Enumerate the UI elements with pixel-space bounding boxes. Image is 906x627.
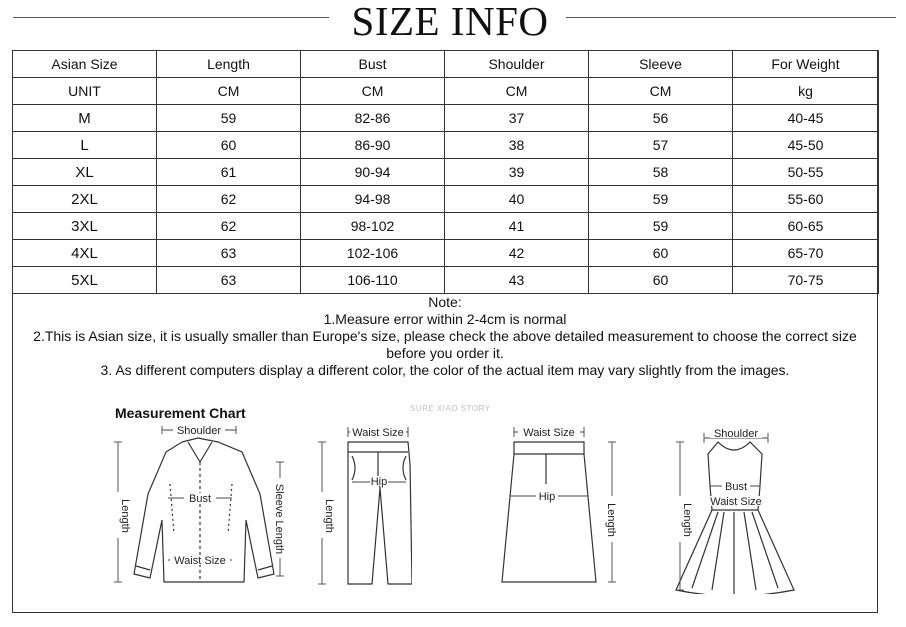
table-row <box>13 132 879 159</box>
pants-diagram <box>312 424 412 594</box>
table-cell: 40-45 <box>733 105 879 132</box>
table-cell: 60 <box>589 240 733 267</box>
shirt-illustration <box>110 424 290 594</box>
table-cell: 55-60 <box>733 186 879 213</box>
dress-length-label: Length <box>681 503 693 537</box>
table-cell: 82-86 <box>301 105 445 132</box>
pants-hip-label: Hip <box>370 476 388 488</box>
note-line-2b: before you order it. <box>386 345 504 361</box>
table-row <box>13 186 879 213</box>
note-heading: Note: <box>428 294 462 310</box>
skirt-illustration <box>500 424 640 594</box>
header-cell: For Weight <box>733 51 879 78</box>
skirt-diagram <box>500 424 640 594</box>
unit-cell: CM <box>445 78 589 105</box>
table-cell: 70-75 <box>733 267 879 294</box>
dress-bust-label: Bust <box>724 481 748 493</box>
size-cell: 2XL <box>13 186 157 213</box>
table-cell: 37 <box>445 105 589 132</box>
note-line-1: 1.Measure error within 2-4cm is normal <box>323 311 567 327</box>
size-cell: 4XL <box>13 240 157 267</box>
table-header-row <box>13 51 879 78</box>
table-cell: 59 <box>589 186 733 213</box>
table-cell: 94-98 <box>301 186 445 213</box>
note-line-3: 3. As different computers display a different color, the color of the actual item may vary slightly from the images. <box>100 362 790 378</box>
pants-illustration <box>312 424 412 594</box>
dress-illustration <box>666 424 800 594</box>
table-cell: 102-106 <box>301 240 445 267</box>
table-row <box>13 267 879 294</box>
table-cell: 106-110 <box>301 267 445 294</box>
header-cell: Shoulder <box>445 51 589 78</box>
page-title: SIZE INFO <box>351 0 549 44</box>
table-row <box>13 213 879 240</box>
header-cell: Asian Size <box>13 51 157 78</box>
table-cell: 43 <box>445 267 589 294</box>
size-cell: 5XL <box>13 267 157 294</box>
table-cell: 42 <box>445 240 589 267</box>
table-cell: 61 <box>157 159 301 186</box>
unit-cell: UNIT <box>13 78 157 105</box>
measurement-chart-title: Measurement Chart <box>115 405 246 421</box>
unit-cell: CM <box>589 78 733 105</box>
pants-waist-label: Waist Size <box>352 427 404 439</box>
table-cell: 59 <box>157 105 301 132</box>
table-cell: 38 <box>445 132 589 159</box>
table-cell: 65-70 <box>733 240 879 267</box>
table-cell: 62 <box>157 186 301 213</box>
size-cell: 3XL <box>13 213 157 240</box>
shirt-shoulder-label: Shoulder <box>176 425 222 437</box>
dress-diagram <box>666 424 800 594</box>
size-cell: XL <box>13 159 157 186</box>
table-row <box>13 105 879 132</box>
shirt-length-label: Length <box>119 499 131 533</box>
table-cell: 50-55 <box>733 159 879 186</box>
shirt-waist-label: Waist Size <box>174 555 226 567</box>
unit-cell: CM <box>157 78 301 105</box>
table-row <box>13 159 879 186</box>
table-cell: 63 <box>157 267 301 294</box>
shirt-diagram <box>110 424 290 594</box>
table-unit-row <box>13 78 879 105</box>
table-cell: 59 <box>589 213 733 240</box>
title-divider-right <box>566 17 896 18</box>
table-cell: 62 <box>157 213 301 240</box>
table-cell: 56 <box>589 105 733 132</box>
size-cell: M <box>13 105 157 132</box>
header-cell: Sleeve <box>589 51 733 78</box>
watermark-text: SURE XIAO STORY <box>410 404 491 413</box>
size-cell: L <box>13 132 157 159</box>
dress-waist-label: Waist Size <box>710 496 762 508</box>
table-cell: 40 <box>445 186 589 213</box>
skirt-hip-label: Hip <box>538 491 556 503</box>
table-cell: 58 <box>589 159 733 186</box>
header-cell: Length <box>157 51 301 78</box>
size-info-header <box>0 0 906 44</box>
unit-cell: kg <box>733 78 879 105</box>
size-notes <box>12 294 878 379</box>
table-cell: 60 <box>157 132 301 159</box>
table-row <box>13 240 879 267</box>
measurement-chart <box>100 398 800 603</box>
table-cell: 57 <box>589 132 733 159</box>
table-cell: 60 <box>589 267 733 294</box>
pants-length-label: Length <box>323 499 335 533</box>
table-cell: 41 <box>445 213 589 240</box>
skirt-waist-label: Waist Size <box>523 427 575 439</box>
note-line-2a: 2.This is Asian size, it is usually smaller than Europe's size, please check the above detailed measurement to choose the correct size <box>33 328 857 344</box>
dress-shoulder-label: Shoulder <box>713 428 759 440</box>
table-cell: 86-90 <box>301 132 445 159</box>
header-cell: Bust <box>301 51 445 78</box>
title-divider-left <box>13 17 329 18</box>
table-cell: 63 <box>157 240 301 267</box>
skirt-length-label: Length <box>605 503 617 537</box>
shirt-bust-label: Bust <box>188 493 212 505</box>
unit-cell: CM <box>301 78 445 105</box>
table-cell: 60-65 <box>733 213 879 240</box>
table-cell: 90-94 <box>301 159 445 186</box>
table-cell: 45-50 <box>733 132 879 159</box>
shirt-sleeve-label: Sleeve Length <box>273 483 285 555</box>
table-cell: 39 <box>445 159 589 186</box>
table-cell: 98-102 <box>301 213 445 240</box>
size-table <box>12 50 879 294</box>
